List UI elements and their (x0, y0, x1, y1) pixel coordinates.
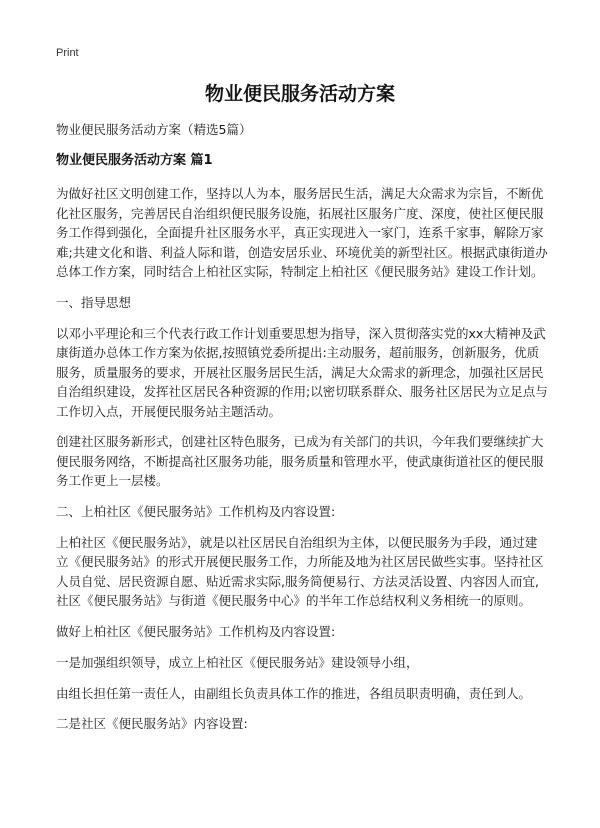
paragraph-setup-intro: 做好上柏社区《便民服务站》工作机构及内容设置: (56, 623, 336, 639)
paragraph-point-two: 二是社区《便民服务站》内容设置: (56, 716, 248, 731)
heading-guiding-ideology: 一、指导思想 (56, 294, 132, 310)
section-title: 物业便民服务活动方案 篇1 (56, 153, 213, 168)
document-subtitle: 物业便民服务活动方案（精选5篇） (56, 122, 252, 137)
document-title: 物业便民服务活动方案 (204, 83, 395, 105)
paragraph-intro: 为做好社区文明创建工作，坚持以人为本，服务居民生活，满足大众需求为宗旨，不断优化社区服务，完善居民自治组织便民服务设施，拓展社区服务广度、深度，使社区便民服务工作得到强化，全面提升社区服务水平，真正实现进入一家门，连系千家事，解除万家难;共建文化和谐、利益人际和谐，创造安居乐业、环境优美的新型社区。根据武康街道办总体工作方案，同时结合上柏社区实际，特制定上柏社区《便民服务站》建设工作计划。 (56, 186, 548, 279)
paragraph-new-services: 创建社区服务新形式，创建社区特色服务，已成为有关部门的共识，今年我们要继续扩大便民服务网络，不断提高社区服务功能，服务质量和管理水平，使武康街道社区的便民服务工作更上一层楼。 (56, 434, 544, 488)
paragraph-guiding-ideology: 以邓小平理论和三个代表行政工作计划重要思想为指导，深入贯彻落实党的xx大精神及武康街道办总体工作方案为依据,按照镇党委所提出:主动服务，超前服务，创新服务，优质服务，质量服务的要求，开展社区服务居民生活，满足大众需求的新理念，加强社区居民自治组织建设，发挥社区居民各种资源的作用;以密切联系群众、服务社区居民为立足点与工作切入点，开展便民服务站主题活动。 (56, 325, 548, 419)
document-body (56, 120, 548, 745)
paragraph-point-one: 一是加强组织领导，成立上柏社区《便民服务站》建设领导小组， (56, 654, 419, 670)
paragraph-responsibility: 由组长担任第一责任人，由副组长负责具体工作的推进，各组员职责明确，责任到人。 (56, 685, 532, 701)
print-label[interactable]: Print (56, 47, 79, 59)
paragraph-organization: 上柏社区《便民服务站》，就是以社区居民自治组织为主体，以便民服务为手段，通过建立《便民服务站》的形式开展便民服务工作，力所能及地为社区居民做些实事。坚持社区人员自觉、居民资源自愿、贴近需求实际,服务简便易行、方法灵活设置、内容因人而宜,社区《便民服务站》与街道《便民服务中心》的半年工作总结权利义务相统一的原则。 (56, 534, 544, 608)
heading-organization: 二、上柏社区《便民服务站》工作机构及内容设置: (56, 503, 336, 519)
